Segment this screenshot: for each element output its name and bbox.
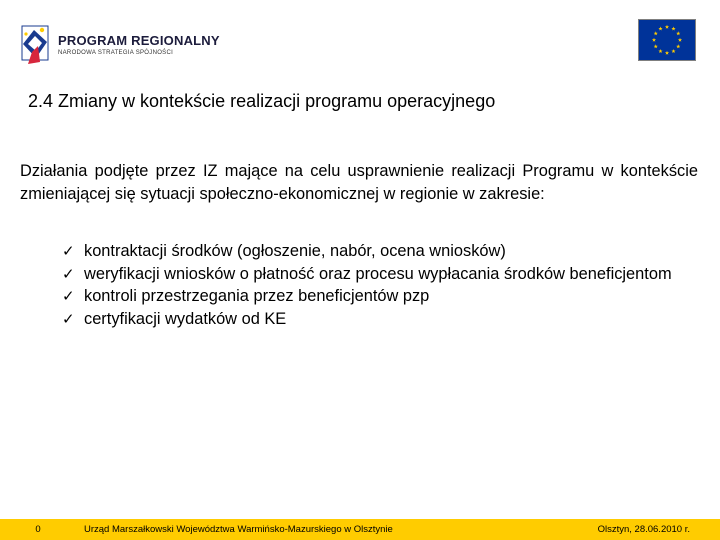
checkmark-icon: ✓ (62, 264, 75, 283)
list-item (62, 240, 698, 263)
program-regionalny-logo (18, 20, 220, 70)
list-item-text: weryfikacji wniosków o płatność oraz procesu wypłacania środków beneficjentom (84, 264, 672, 283)
slide-title: 2.4 Zmiany w kontekście realizacji programu operacyjnego (28, 91, 496, 111)
checkmark-icon: ✓ (62, 309, 75, 328)
intro-paragraph: Działania podjęte przez IZ mające na celu usprawnienie realizacji Programu w kontekście zmieniającej się sytuacji społeczno-ekonomicznej w regionie w zakresie: (20, 162, 698, 203)
list-item-text: certyfikacji wydatków od KE (84, 309, 287, 328)
checklist (62, 240, 698, 330)
list-item (62, 263, 698, 286)
footer-place-date: Olsztyn, 28.06.2010 r. (406, 519, 720, 540)
checkmark-icon: ✓ (62, 287, 75, 305)
footer-page-number: 0 (0, 519, 76, 540)
logo-title: PROGRAM REGIONALNY (58, 33, 220, 48)
list-item-text: kontroli przestrzegania przez beneficjentów pzp (84, 287, 430, 305)
footer-institution: Urząd Marszałkowski Województwa Warmińsko-Mazurskiego w Olsztynie (76, 519, 406, 540)
eu-flag-icon (638, 19, 696, 61)
program-regionalny-emblem-icon (18, 20, 54, 68)
checkmark-icon: ✓ (62, 242, 75, 260)
list-item-text: kontraktacji środków (ogłoszenie, nabór, ocena wniosków) (84, 242, 506, 260)
logo-subtitle: NARODOWA STRATEGIA SPÓJNOŚCI (58, 50, 174, 56)
list-item (62, 308, 698, 331)
list-item (62, 285, 698, 308)
